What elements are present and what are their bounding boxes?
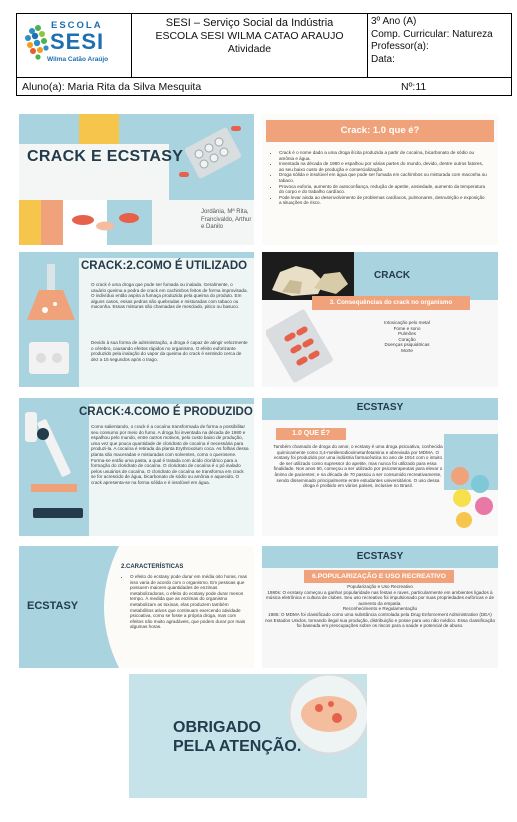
slide-ecstasy-o-que-e — [262, 398, 498, 536]
org-name: SESI – Serviço Social da Indústria — [165, 17, 334, 29]
slide7-bullets — [123, 574, 249, 630]
school-name: ESCOLA SESI WILMA CATAO ARAUJO — [155, 30, 344, 42]
slide4-item: Doenças psiquiátricas — [384, 342, 430, 348]
slide2-bullet: • Pode levar ainda ao desenvolvimento de problemas cardíacos, pulmonares, desnutrição e exposição a situações de risco. — [279, 195, 487, 206]
slide6-subtitle: 1.0 QUE É? — [276, 428, 346, 440]
slide4-list — [352, 320, 462, 354]
slide-crack-consequencias — [262, 252, 498, 387]
blister-pack-image — [266, 304, 346, 384]
header-right — [368, 14, 511, 77]
crack-rocks-image — [262, 252, 354, 300]
slide5-title: CRACK:4.COMO É PRODUZIDO — [79, 406, 253, 418]
slide8-body — [264, 584, 496, 629]
slide-ecstasy-caracteristicas — [19, 546, 254, 668]
slide5-text: Como salientando, o crack é a cocaína transformada de forma a possibilitar seu consumo por meio do fumo. A droga foi inventada na década de 1980 e espalhou pelo mundo, entre outros motivos, pelo custo baixo de produção, uma vez que pouca quantidade de cloridrato de cocaína é necessária para produzi-la. A cocaína é retirada da planta Erythroxolum coca. As folhas dessa planta são maceradas e misturadas com solventes, como o querosene. Forma-se então uma pasta, a qual é tratada com ácido clorídrico para a formação do cloridrato de cocaína. O cloridrato de cocaína é o pó inalado pelos usuários de cocaína. O cloridrato de cocaína se transforma em crack se for acrescido de água, bicarbonato de sódio ou amônia e aquecido. O crack apresenta-se na forma sólida e é insolúvel em água. — [91, 424, 249, 485]
slide2-bullet: • Crack é o nome dado a uma droga ilícita produzida a partir de cocaína, bicarbonato de sódio ou amônia e água. — [279, 150, 487, 161]
slide3-title: CRACK:2.COMO É UTILIZADO — [81, 260, 248, 272]
thanks-line-1: OBRIGADO — [173, 719, 261, 736]
slide7-title: ECSTASY — [27, 600, 79, 612]
header-table — [16, 13, 512, 78]
slide8-heading-2: Reconhecimento e Regulamentação — [342, 606, 418, 612]
slide8-heading-1: Popularização e Uso Recreativo — [347, 584, 413, 589]
school-logo — [17, 14, 132, 77]
slide3-paragraph-2: Devido à sua forma de administração, a droga é capaz de atingir velozmente o cérebro, causando efeitos rápidos no organismo. O efeito euforizante produzido pela inalação do vapor da queima do crack é sentindo cerca de dez a 15 segundos após o trago. — [91, 340, 248, 362]
slide4-item: Fome e sono — [393, 325, 421, 331]
student-row — [16, 78, 512, 96]
ecstasy-pills-image — [448, 466, 498, 530]
slide-crack-ecstasy-cover — [19, 114, 254, 245]
slide-crack-como-utilizado — [19, 252, 254, 387]
slide-crack-como-produzido — [19, 398, 254, 536]
header-center — [132, 14, 368, 77]
slide6-title: ECSTASY — [356, 402, 404, 413]
teacher-label: Professor(a): — [371, 41, 429, 52]
flask-illustration — [19, 258, 89, 387]
student-number: Nº:11 — [401, 80, 427, 93]
slide2-bullet: • Droga sólida e insolúvel em água que pode ser fumada em cachimbos ou misturada com maconha ou tabaco. — [279, 172, 487, 183]
slide8-paragraph-1: 1980s: O ecstasy começou a ganhar popularidade nas festas e raves, particularmente em ambientes ligados à música eletrônica e cultura de clubes. Seu uso recreativo foi impulsionado por suas propriedades eufóricas e de aumento da empatia. — [265, 589, 495, 606]
microscope-illustration — [19, 404, 99, 536]
activity-label: Atividade — [227, 43, 272, 55]
grade-label: 3º Ano (A) — [371, 16, 417, 27]
student-name: Aluno(a): Maria Rita da Silva Mesquita — [22, 80, 202, 93]
logo-sub-text: Wilma Catão Araújo — [47, 56, 109, 63]
slide2-bullet: • Inventada na década de 1980 e espalhou por várias partes do mundo, devido, dentre outros fatores, ao seu baixo custo de produção e comercialização. — [279, 161, 487, 172]
date-label: Data: — [371, 53, 395, 65]
slide4-title: CRACK — [374, 270, 411, 281]
logo-sesi-text: SESI — [50, 29, 105, 54]
slide4-subtitle: 3. Consequências do crack no organismo — [312, 296, 470, 310]
slide8-title: ECSTASY — [356, 551, 404, 562]
cover-authors: Jordânia, Mª Rita, Francivaldo, Arthur e Danilo — [201, 209, 252, 230]
slide7-subtitle: 2.CARACTERÍSTICAS — [121, 564, 184, 570]
slide2-title: Crack: 1.0 que é? — [266, 120, 494, 142]
slide4-item: Coração — [398, 336, 416, 342]
logo-escola-text: ESCOLA — [51, 20, 103, 31]
slide-crack-o-que-e — [262, 114, 498, 245]
slide6-text: Também chamado de droga do amor, o ecstasy é uma droga psicoativa, conhecida quimicamente como 3,4-metilenodioximetanfetamina e abreviada por MDMA. O ecstasy foi produzido por uma indústria farmacêutica no ano de 1914 com o intuito de ser utilizado como supressor do apetite, mas nunca foi utilizado para essa finalidade. Nos anos 60, começou a ser utilizado por psicoterapeutas para elevar o ânimo de pacientes; e na década de 70 passou a ser consumido recreativamente, sendo disseminado principalmente entre estudantes universitários. O uso dessa droga é proibido em vários países, inclusive no Brasil. — [273, 444, 443, 489]
slide2-bullets — [272, 150, 487, 206]
slide-obrigado — [129, 674, 367, 798]
slide2-bullet: • Provoca euforia, aumento de autoconfiança, redução de apetite, ansiedade, aumento da temperatura do corpo e do trabalho cardíaco. — [279, 184, 487, 195]
slide-ecstasy-popularizacao — [262, 546, 498, 668]
slide7-bullet: • O efeito do ecstasy pode durar em média oito horas, mas isso varia de acordo com o organismo. Em pessoas que possuem maiores quantidades de enzimas metabolizadoras, o efeito do ecstasy pode durar menos tempo. À medida que as enzimas do organismo metabolizam as toxinas, elas produzem também metabólitos ativos que continuam exercendo atividade psicoativa, como se fosse a própria droga, mas com efeitos não muito agradáveis, que podem durar por mais algumas horas. — [130, 574, 249, 630]
cover-title: CRACK E ECSTASY — [27, 148, 184, 165]
slide4-item: Intoxicação pelo metal — [384, 320, 430, 325]
slide4-item: Pulmões — [398, 331, 416, 337]
slide8-paragraph-2: 1985: O MDMA foi classificado como uma substância controlada pela Drug Enforcement Administration (DEA) nos Estados Unidos, tornando ilegal sua produção, distribuição e posse para uso não médico. Essa classificação foi baseada em preocupações sobre os riscos para a saúde e potencial de abuso. — [264, 611, 496, 629]
thanks-line-2: PELA ATENÇÃO. — [173, 738, 302, 755]
subject-label: Comp. Curricular: Natureza — [371, 28, 493, 40]
rocks-icon — [262, 252, 354, 300]
slide4-item: Morte — [401, 347, 413, 353]
thanks-text — [173, 718, 301, 756]
slide8-subtitle: 6.POPULARIZAÇÃO E USO RECREATIVO — [304, 570, 454, 583]
capsules-icon — [67, 206, 147, 240]
slide3-paragraph-1: O crack é uma droga que pode ser fumada ou inalada. Geralmente, o usuário queima a pedra de crack em cachimbos feitos de forma improvisada. O indivíduo então aspira a fumaça produzida pela queima do produto. Em alguns casos, essas pedras são quebradas e misturadas com tabaco ou maconha. Essas misturas são chamadas de mesclado, pitico ou basuco. — [91, 282, 248, 310]
